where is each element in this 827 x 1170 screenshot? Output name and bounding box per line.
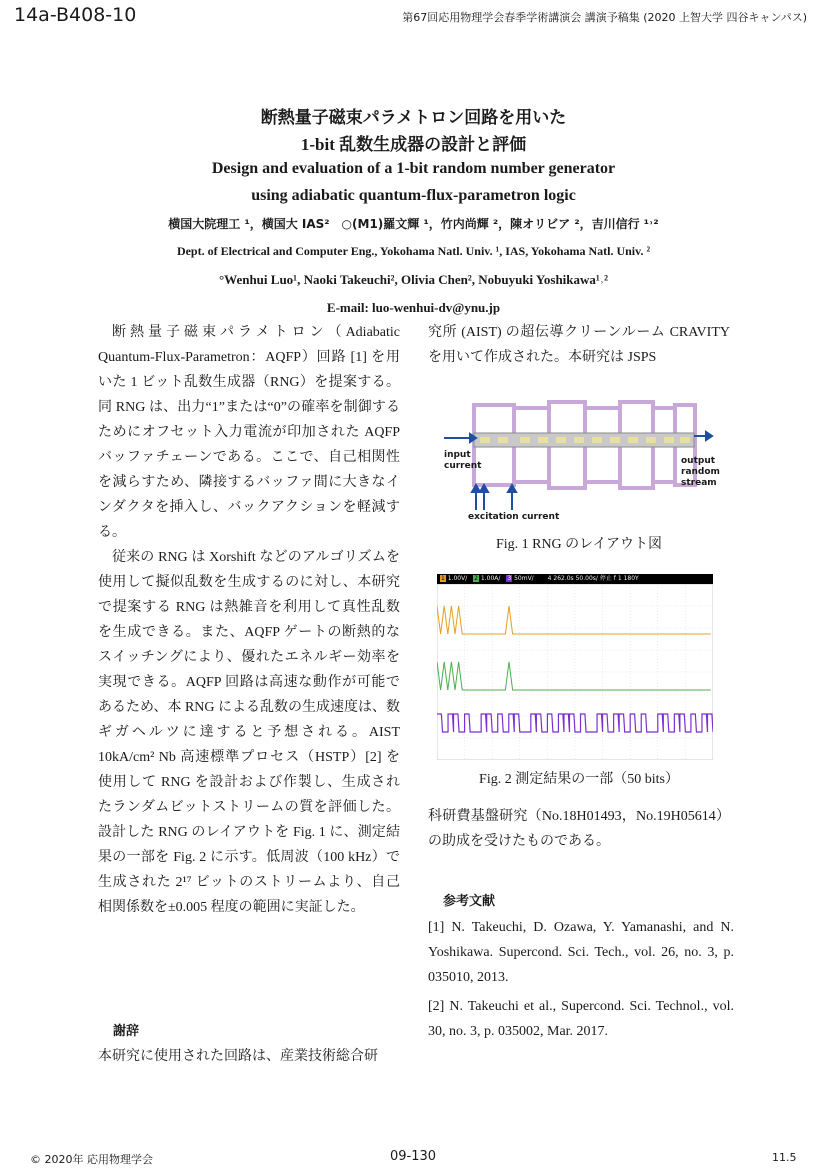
reference-2: [2] N. Takeuchi et al., Supercond. Sci. Technol., vol. 30, no. 3, p. 035002, Mar. 2017. — [428, 999, 734, 1039]
affiliation: Dept. of Electrical and Computer Eng., Yokohama Natl. Univ. ¹, IAS, Yokohama Natl. Univ. ² — [176, 244, 651, 258]
footer-copyright: © 2020年 応用物理学会 — [30, 1153, 153, 1166]
oscilloscope-plot — [437, 584, 713, 760]
scope-trigger: f — [613, 575, 616, 582]
authors-en: °Wenhui Luo¹, Naoki Takeuchi², Olivia Chen², Nobuyuki Yoshikawa¹˒² — [218, 272, 609, 287]
ack-right — [428, 320, 730, 370]
scope-readout — [440, 574, 639, 584]
scope-trigger-level: 180Y — [623, 575, 639, 582]
ack-heading: 謝辞 — [113, 1024, 140, 1039]
paragraph-1: 断熱量子磁束パラメトロン（Adiabatic Quantum-Flux-Parametron：AQFP）回路 [1] を用いた 1 ビット乱数生成器（RNG）を提案する。同 RNG は、出力“1”または“0”の確率を制御するためにオフセット入力電流が印加された AQFP バッファチェーンである。ここで、自己相関性を減らすため、隣接するバッファ間に大きなインダクタを挿入し、バックアクションを軽減する。 — [98, 325, 400, 540]
ack-right-text: 究所 (AIST) の超伝導クリーンルーム CRAVITY を用いて作成された。本研究は JSPS — [428, 325, 730, 365]
footer-page: 09-130 — [390, 1149, 437, 1164]
fig1-caption: Fig. 1 RNG のレイアウト図 — [495, 537, 663, 552]
scope-time: 262.0s — [553, 575, 574, 582]
scope-ch3-scale: 50mV/ — [514, 575, 534, 582]
scope-ch2-scale: 1.00A/ — [480, 575, 501, 582]
scope-ch1: 1 — [441, 575, 445, 582]
paper-code: 14a-B408-10 — [14, 4, 137, 26]
output-stream-label: output random stream — [681, 456, 720, 488]
ack-continued — [428, 804, 730, 854]
reference-1: [1] N. Takeuchi, D. Ozawa, Y. Yamanashi, and N. Yoshikawa. Supercond. Sci. Tech., vol. 26, no. 3, p. 035010, 2013. — [428, 920, 734, 985]
ack-left: 本研究に使用された回路は、産業技術総合研 — [98, 1049, 378, 1064]
scope-timebase: 50.00s/ — [575, 575, 598, 582]
title-jp-line2: 1-bit 乱数生成器の設計と評価 — [300, 135, 527, 154]
references — [428, 915, 734, 1048]
footer-number: 11.5 — [772, 1151, 797, 1164]
scope-status: 停止 — [599, 575, 612, 582]
ack-right2-text: 科研費基盤研究（No.18H01493，No.19H05614）の助成を受けたものである。 — [428, 809, 730, 849]
references-heading: 参考文献 — [443, 894, 496, 909]
scope-ch4: 4 — [547, 575, 552, 582]
scope-ch3: 3 — [507, 575, 512, 582]
title-jp-line1: 断熱量子磁束パラメトロン回路を用いた — [260, 108, 567, 128]
input-current-label: input current — [444, 450, 482, 471]
paragraph-2: 従来の RNG は Xorshift などのアルゴリズムを使用して擬似乱数を生成するのに対し、本研究で提案する RNG は熱雑音を利用して真性乱数を生成できる。また、AQFP ゲートの断熱的なスイッチングにより、優れたエネルギー効率を実現できる。AQFP 回路は高速な動作が可能であるため、本 RNG による乱数の生成速度は、数ギガヘルツに達すると予想される。AIST 10kA/cm² Nb 高速標準プロセス（HSTP）[2] を使用して RNG を設計および作製し、生成されたランダムビットストリームの質を評価した。設計した RNG のレイアウトを Fig. 1 に、測定結果の一部を Fig. 2 に示す。低周波（100 kHz）で生成された 2¹⁷ ビットのストリームより、自己相関係数を±0.005 程度の範囲に実証した。 — [98, 550, 400, 915]
fig2-caption: Fig. 2 測定結果の一部（50 bits） — [479, 772, 679, 787]
scope-ch2: 2 — [474, 575, 478, 582]
excitation-current-label: excitation current — [468, 512, 560, 522]
conference-name: 第67回応用物理学会春季学術講演会 講演予稿集 (2020 上智大学 四谷キャンパス) — [402, 11, 807, 24]
scope-trigger-ch: 1 — [617, 575, 622, 582]
title-en-line1: Design and evaluation of a 1-bit random number generator — [211, 160, 616, 177]
title-en-line2: using adiabatic quantum-flux-parametron logic — [251, 187, 576, 204]
email: E-mail: luo-wenhui-dv@ynu.jp — [326, 300, 501, 315]
authors-jp: 横国大院理工 ¹，横国大 IAS² ○(M1)羅文輝 ¹，竹内尚輝 ²，陳オリビア ²，吉川信行 ¹˒² — [168, 217, 659, 231]
left-column — [98, 320, 400, 920]
scope-ch1-scale: 1.00V/ — [447, 575, 468, 582]
